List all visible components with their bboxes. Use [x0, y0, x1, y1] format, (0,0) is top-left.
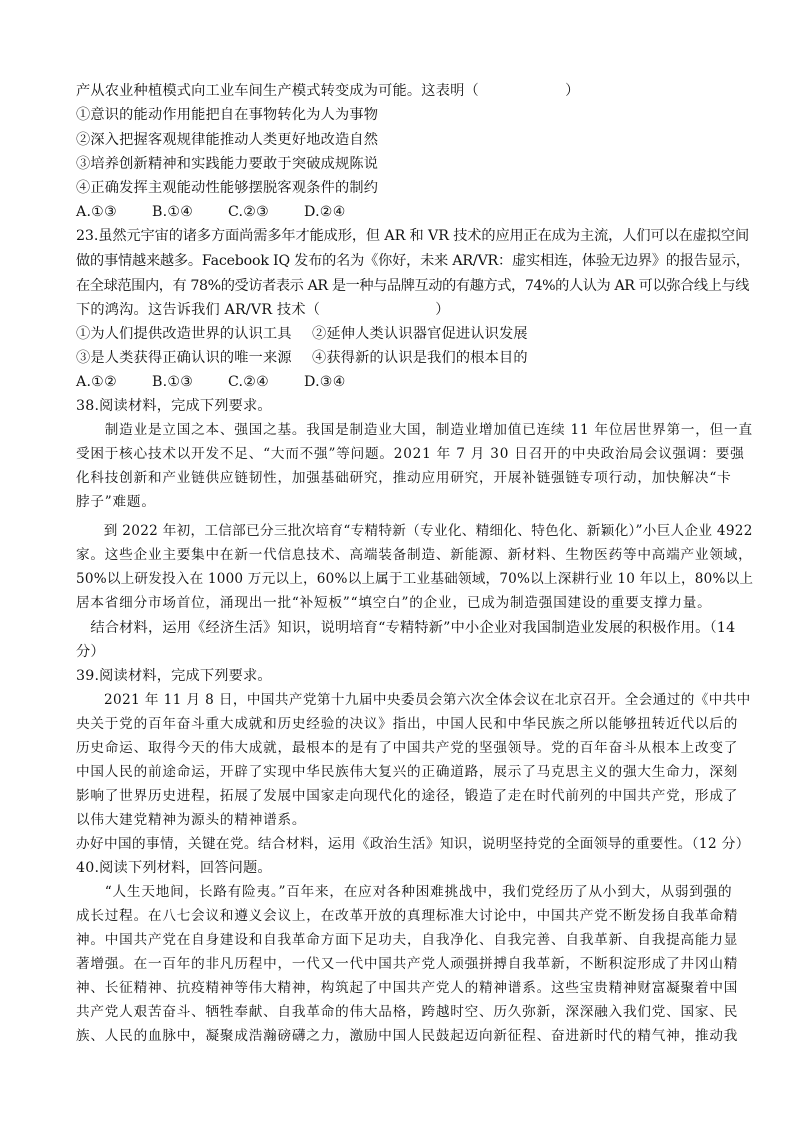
q38-question-line-1: 结合材料，运用《经济生活》知识，说明培育“专精特新”中小企业对我国制造业发展的积极作用。（14: [76, 620, 736, 636]
q38-para1-line-2: 受困于核心技术以开发不足、“大而不强”等问题。2021 年 7 月 30 日召开的中央政治局会议强调：要强: [76, 446, 745, 462]
q39-para-line-6: 以伟大建党精神为源头的精神谱系。: [76, 812, 307, 828]
q40-para-line-3: 神。中国共产党在自身建设和自我革命方面下足功夫，自我净化、自我完善、自我革新、自我提高能力显: [76, 932, 739, 948]
q23-stem-line-4: 下的鸿沟。这告诉我们 AR/VR 技术（ ）: [76, 302, 450, 318]
q38-para2-line-1: 到 2022 年初，工信部已分三批次培育“专精特新（专业化、精细化、特色化、新颖化）”小巨人企业 4922: [76, 523, 753, 539]
q39-heading: 39.阅读材料，完成下列要求。: [76, 668, 272, 684]
q40-para-line-5: 神、长征精神、抗疫精神等伟大精神，构筑起了中国共产党人的精神谱系。这些宝贵精神财富凝聚着中国: [76, 980, 739, 996]
q39-para-line-4: 中国人民的前途命运，开辟了实现中华民族伟大复兴的正确道路，展示了马克思主义的强大生命力，深刻: [76, 764, 739, 780]
q38-para2-line-2: 家。这些企业主要集中在新一代信息技术、高端装备制造、新能源、新材料、生物医药等中高端产业领域，: [76, 547, 753, 563]
q22-choice-1: ①意识的能动作用能把自在事物转化为人为事物: [76, 107, 379, 123]
q22-stem-tail: 产从农业种植模式向工业车间生产模式转变成为可能。这表明（ ）: [76, 83, 580, 99]
q23-option-c: C.②④: [228, 374, 270, 390]
q22-options: [76, 203, 346, 221]
q39-para-line-3: 历史命运、取得今天的伟大成就，最根本的是有了中国共产党的坚强领导。党的百年奋斗从根本上改变了: [76, 740, 739, 756]
q23-choice-4: ④获得新的认识是我们的根本目的: [312, 350, 528, 366]
q40-para-line-4: 著增强。在一百年的非凡历程中，一代又一代中国共产党人顽强拼搏自我革新，不断积淀形成了井冈山精: [76, 956, 739, 972]
q23-choices-row-1: [76, 325, 528, 343]
q23-choices-row-2: [76, 349, 528, 367]
q40-heading: 40.阅读下列材料，回答问题。: [76, 860, 272, 876]
q23-option-d: D.③④: [304, 374, 346, 390]
q38-para2-line-4: 居本省细分市场首位，涌现出一批“补短板”“填空白”的企业，已成为制造强国建设的重要支撑力量。: [76, 595, 712, 611]
q39-para-line-2: 央关于党的百年奋斗重大成就和历史经验的决议》指出，中国人民和中华民族之所以能够扭转近代以后的: [76, 716, 739, 732]
q23-choice-2: ②延伸人类认识器官促进认识发展: [312, 326, 528, 342]
q39-para-line-5: 影响了世界历史进程，拓展了发展中国家走向现代化的途径，锻造了走在时代前列的中国共产党，形成了: [76, 788, 739, 804]
q23-option-b: B.①③: [152, 374, 194, 390]
q38-para1-line-4: 脖子”难题。: [76, 494, 156, 510]
q22-option-c: C.②③: [228, 204, 270, 220]
q39-question: 办好中国的事情，关键在党。结合材料，运用《政治生活》知识，说明坚持党的全面领导的重要性。（12 分）: [76, 836, 750, 852]
q22-choice-2: ②深入把握客观规律能推动人类更好地改造自然: [76, 132, 379, 148]
q23-stem-line-2: 做的事情越来越多。Facebook IQ 发布的名为《你好，未来 AR/VR：虚实相连，体验无边界》的报告显示，: [76, 253, 750, 269]
q40-para-line-6: 共产党人艰苦奋斗、牺牲奉献、自我革命的伟大品格，跨越时空、历久弥新，深深融入我们党、国家、民: [76, 1004, 739, 1020]
q39-para-line-1: 2021 年 11 月 8 日，中国共产党第十九届中央委员会第六次全体会议在北京召开。全会通过的《中共中: [76, 692, 751, 708]
q23-choice-1: ①为人们提供改造世界的认识工具: [76, 326, 292, 342]
q22-option-d: D.②④: [304, 204, 346, 220]
q40-para-line-2: 成长过程。在八七会议和遵义会议上，在改革开放的真理标准大讨论中，中国共产党不断发扬自我革命精: [76, 908, 739, 924]
q38-heading: 38.阅读材料，完成下列要求。: [76, 398, 272, 414]
q22-choice-4: ④正确发挥主观能动性能够摆脱客观条件的制约: [76, 180, 379, 196]
q23-choice-3: ③是人类获得正确认识的唯一来源: [76, 350, 292, 366]
q22-option-a: A.①③: [76, 204, 117, 220]
q22-choice-3: ③培养创新精神和实践能力要敢于突破成规陈说: [76, 156, 379, 172]
q40-para-line-1: “人生天地间，长路有险夷。”百年来，在应对各种困难挑战中，我们党经历了从小到大，从弱到强的: [76, 884, 733, 900]
q38-para1-line-3: 化科技创新和产业链供应链韧性，加强基础研究，推动应用研究，开展补链强链专项行动，加快解决“卡: [76, 470, 732, 486]
q38-para1-line-1: 制造业是立国之本、强国之基。我国是制造业大国，制造业增加值已连续 11 年位居世界第一，但一直: [76, 422, 753, 438]
q38-para2-line-3: 50%以上研发投入在 1000 万元以上，60%以上属于工业基础领域，70%以上深耕行业 10 年以上，80%以上: [76, 571, 754, 587]
q23-stem-line-1: 23.虽然元宇宙的诸多方面尚需多年才能成形，但 AR 和 VR 技术的应用正在成为主流，人们可以在虚拟空间: [76, 228, 750, 244]
q23-option-a: A.①②: [76, 374, 117, 390]
q38-question-line-2: 分）: [76, 644, 105, 660]
q23-options: [76, 373, 346, 391]
q22-option-b: B.①④: [152, 204, 194, 220]
q40-para-line-7: 族、人民的血脉中，凝聚成浩瀚磅礴之力，激励中国人民鼓起迈向新征程、奋进新时代的精气神，推动我: [76, 1028, 739, 1044]
q23-stem-line-3: 在全球范围内，有 78%的受访者表示 AR 是一种与品牌互动的有趣方式，74%的人认为 AR 可以弥合线上与线: [76, 278, 749, 294]
